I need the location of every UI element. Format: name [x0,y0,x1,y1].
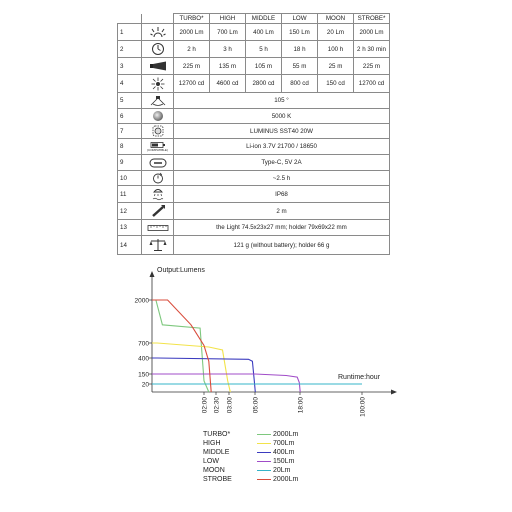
header-turbo: TURBO* [174,14,210,24]
chart-labels [135,267,381,417]
color-temperature-icon [142,109,174,124]
legend-value: 400Lm [273,449,295,456]
dimensions-value: the Light 74.5x23x27 mm; holder 79x69x22 mm [174,220,390,236]
legend-mode: LOW [203,458,219,465]
legend-swatch [257,452,271,453]
ruler-icon [142,220,174,236]
legend-swatch [257,443,271,444]
legend-swatch [257,461,271,462]
legend-value: 700Lm [273,440,295,447]
table-row [118,139,390,155]
cell-value: 3 h [210,41,246,58]
waterproof-value: IP68 [174,186,390,203]
header-moon: MOON [318,14,354,24]
x-tick-label: 03:00 [226,397,234,414]
cell-value: 12700 cd [354,75,390,93]
table-row [118,171,390,186]
table-row [118,109,390,124]
spec-table [117,13,390,255]
table-row [118,155,390,171]
header-blank-cell [118,14,142,24]
y-axis-label: Output:Lumens [157,267,205,274]
header-strobe: STROBE* [354,14,390,24]
legend-mode: MIDDLE [203,449,230,456]
table-row [118,236,390,255]
y-tick-label: 20 [141,381,149,389]
series-line-low [152,374,300,392]
table-row [118,124,390,139]
impact-resistance-value: 2 m [174,203,390,220]
cell-value: 5 h [246,41,282,58]
cell-value: 700 Lm [210,24,246,41]
x-tick-label: 02:30 [213,397,221,414]
weight-value: 121 g (without battery); holder 66 g [174,236,390,255]
legend-value: 2000Lm [273,476,299,483]
legend-item [203,448,363,457]
beam-angle-icon [142,93,174,109]
row-number: 14 [118,236,142,255]
row-number: 9 [118,155,142,171]
cell-value: 105 m [246,58,282,75]
legend-mode: HIGH [203,440,221,447]
cell-value: 20 Lm [318,24,354,41]
table-row [118,75,390,93]
cell-value: 2 h 30 min [354,41,390,58]
chart-legend [203,430,363,484]
legend-item [203,466,363,475]
table-row [118,186,390,203]
row-number: 1 [118,24,142,41]
cell-value: 2800 cd [246,75,282,93]
legend-swatch [257,434,271,435]
table-row [118,41,390,58]
legend-item [203,475,363,484]
y-axis-arrow [150,271,155,277]
y-tick-label: 2000 [134,297,149,305]
cell-value: 12700 cd [174,75,210,93]
row-number: 10 [118,171,142,186]
runtime-chart [0,258,512,430]
cell-value: 150 cd [318,75,354,93]
table-row [118,220,390,236]
legend-value: 150Lm [273,458,295,465]
cell-value: 800 cd [282,75,318,93]
beam-distance-icon [142,58,174,75]
waterproof-icon [142,186,174,203]
y-tick-label: 150 [138,371,149,379]
led-icon [142,124,174,139]
row-number: 6 [118,109,142,124]
cell-value: 225 m [354,58,390,75]
table-row [118,93,390,109]
row-number: 13 [118,220,142,236]
header-blank-cell [142,14,174,24]
battery-compatible-label: (COMPATIBLE) [147,148,168,152]
row-number: 8 [118,139,142,155]
x-tick-label: 02:00 [201,397,209,414]
cell-value: 55 m [282,58,318,75]
x-axis-label: Runtime:hour [338,374,381,381]
legend-swatch [257,470,271,471]
runtime-clock-icon [142,41,174,58]
legend-mode: STROBE [203,476,232,483]
header-middle: MIDDLE [246,14,282,24]
table-header-row [118,14,390,24]
cell-value: 2000 Lm [174,24,210,41]
cell-value: 4600 cd [210,75,246,93]
battery-icon [142,139,174,155]
x-tick-label: 18:00 [297,397,305,414]
row-number: 12 [118,203,142,220]
impact-resistance-icon [142,203,174,220]
legend-mode: MOON [203,467,225,474]
legend-item [203,457,363,466]
header-low: LOW [282,14,318,24]
row-number: 11 [118,186,142,203]
cell-value: 2 h [174,41,210,58]
row-number: 5 [118,93,142,109]
cell-value: 100 h [318,41,354,58]
table-row [118,24,390,41]
cell-value: 25 m [318,58,354,75]
usb-port-icon [142,155,174,171]
legend-swatch [257,479,271,480]
row-number: 2 [118,41,142,58]
led-value: LUMINUS SST40 20W [174,124,390,139]
beam-angle-value: 105 ° [174,93,390,109]
chart-lines [152,300,362,392]
battery-value: Li-ion 3.7V 21700 / 18650 [174,139,390,155]
legend-value: 2000Lm [273,431,299,438]
y-tick-label: 400 [138,355,149,363]
legend-item [203,430,363,439]
charging-time-value: ~2.5 h [174,171,390,186]
row-number: 4 [118,75,142,93]
table-row [118,58,390,75]
row-number: 3 [118,58,142,75]
y-tick-label: 700 [138,340,149,348]
scale-icon [142,236,174,255]
cell-value: 18 h [282,41,318,58]
x-axis-arrow [391,390,397,395]
row-number: 7 [118,124,142,139]
intensity-icon [142,75,174,93]
cell-value: 225 m [174,58,210,75]
usb-value: Type-C, 5V 2A [174,155,390,171]
color-temperature-value: 5000 K [174,109,390,124]
charging-time-icon [142,171,174,186]
x-tick-label: 100:00 [359,397,367,417]
lumens-icon [142,24,174,41]
x-tick-label: 05:00 [252,397,260,414]
legend-item [203,439,363,448]
header-high: HIGH [210,14,246,24]
cell-value: 2000 Lm [354,24,390,41]
cell-value: 135 m [210,58,246,75]
series-line-high [152,343,230,392]
table-row [118,203,390,220]
cell-value: 400 Lm [246,24,282,41]
cell-value: 150 Lm [282,24,318,41]
legend-value: 20Lm [273,467,291,474]
legend-mode: TURBO* [203,431,231,438]
